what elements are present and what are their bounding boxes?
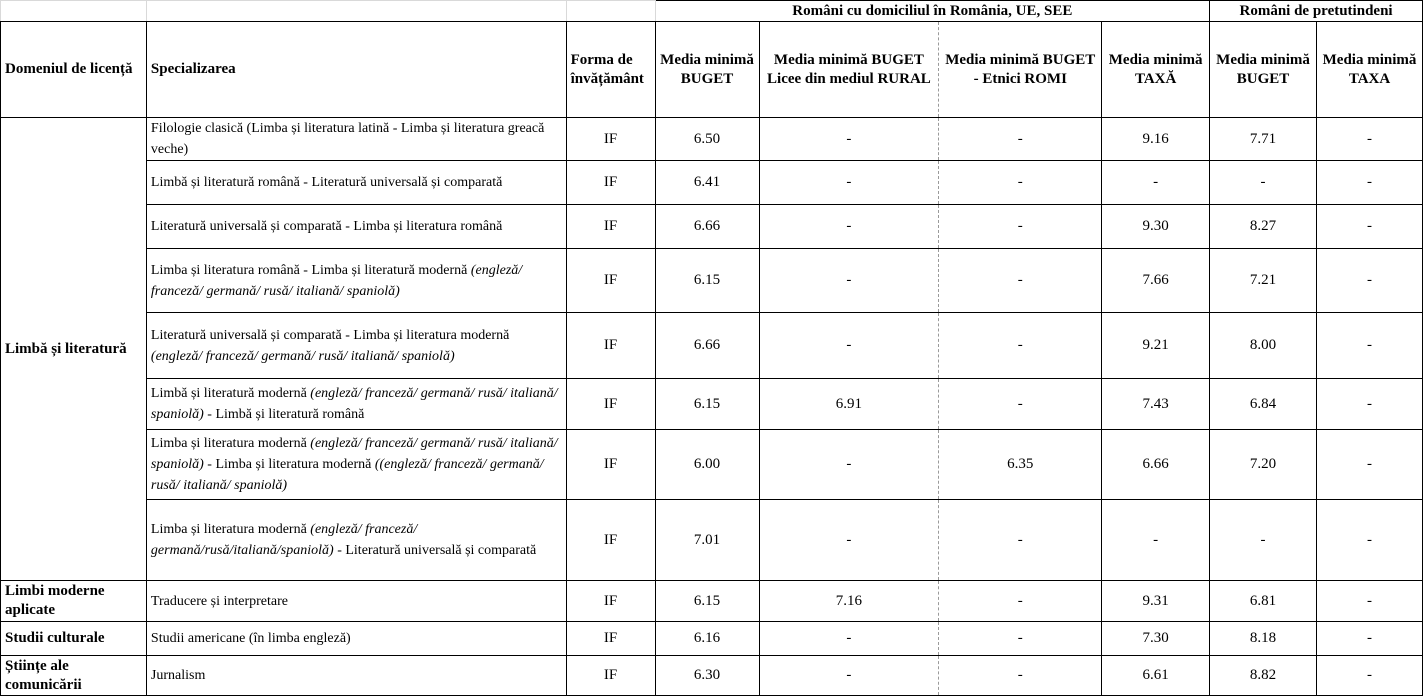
buget-cell: 6.30	[655, 656, 759, 696]
group-header-pretutindeni: Români de pretutindeni	[1210, 1, 1423, 22]
pret-taxa-cell: -	[1317, 656, 1423, 696]
specialization-cell: Limba și literatura modernă (engleză/ franceză/ germană/ rusă/ italiană/ spaniolă) - Limba și literatura modernă ((engleză/ franceză/ germană/ rusă/ italiană/ spaniolă)	[146, 430, 566, 500]
pret-taxa-cell: -	[1317, 500, 1423, 581]
pret-taxa-cell: -	[1317, 581, 1423, 622]
pret-buget-cell: 7.20	[1210, 430, 1317, 500]
col-domeniu: Domeniul de licență	[1, 22, 147, 118]
table-row	[1, 581, 1423, 622]
specialization-cell: Filologie clasică (Limba și literatura latină - Limba și literatura greacă veche)	[146, 118, 566, 161]
specialization-cell: Limbă și literatură modernă (engleză/ franceză/ germană/ rusă/ italiană/ spaniolă) - Limbă și literatură română	[146, 379, 566, 430]
specialization-cell: Limba și literatura modernă (engleză/ franceză/ germană/rusă/italiană/spaniolă) - Literatură universală și comparată	[146, 500, 566, 581]
pret-buget-cell: 6.81	[1210, 581, 1317, 622]
col-buget-rural: Media minimă BUGET Licee din mediul RURAL	[759, 22, 939, 118]
table-row	[1, 161, 1423, 205]
taxa-cell: -	[1102, 161, 1210, 205]
form-cell: IF	[566, 430, 655, 500]
specialization-cell: Limbă și literatură română - Literatură universală și comparată	[146, 161, 566, 205]
col-buget-romi: Media minimă BUGET - Etnici ROMI	[939, 22, 1102, 118]
pret-buget-cell: 8.00	[1210, 313, 1317, 379]
pret-buget-cell: -	[1210, 500, 1317, 581]
romi-cell: 6.35	[939, 430, 1102, 500]
domain-cell: Limbi moderne aplicate	[1, 581, 147, 622]
specialization-cell: Literatură universală și comparată - Limba și literatura modernă (engleză/ franceză/ germană/ rusă/ italiană/ spaniolă)	[146, 313, 566, 379]
form-cell: IF	[566, 500, 655, 581]
romi-cell: -	[939, 581, 1102, 622]
romi-cell: -	[939, 500, 1102, 581]
table-row	[1, 313, 1423, 379]
taxa-cell: -	[1102, 500, 1210, 581]
specialization-cell: Studii americane (în limba engleză)	[146, 622, 566, 656]
romi-cell: -	[939, 379, 1102, 430]
form-cell: IF	[566, 205, 655, 249]
rural-cell: -	[759, 118, 939, 161]
col-buget: Media minimă BUGET	[655, 22, 759, 118]
pret-taxa-cell: -	[1317, 249, 1423, 313]
rural-cell: -	[759, 161, 939, 205]
pret-buget-cell: 8.82	[1210, 656, 1317, 696]
romi-cell: -	[939, 161, 1102, 205]
pret-taxa-cell: -	[1317, 205, 1423, 249]
domain-cell: Limbă și literatură	[1, 118, 147, 581]
specialization-cell: Literatură universală și comparată - Limba și literatura română	[146, 205, 566, 249]
rural-cell: -	[759, 656, 939, 696]
table-row	[1, 379, 1423, 430]
taxa-cell: 9.30	[1102, 205, 1210, 249]
specialization-cell: Jurnalism	[146, 656, 566, 696]
form-cell: IF	[566, 581, 655, 622]
col-specializare: Specializarea	[146, 22, 566, 118]
table-row	[1, 656, 1423, 696]
buget-cell: 6.15	[655, 581, 759, 622]
pret-taxa-cell: -	[1317, 313, 1423, 379]
rural-cell: -	[759, 313, 939, 379]
form-cell: IF	[566, 249, 655, 313]
col-forma: Forma de învățământ	[566, 22, 655, 118]
rural-cell: -	[759, 249, 939, 313]
table-row	[1, 430, 1423, 500]
buget-cell: 6.41	[655, 161, 759, 205]
col-taxa: Media minimă TAXĂ	[1102, 22, 1210, 118]
specialization-cell: Limba și literatura română - Limba și literatură modernă (engleză/ franceză/ germană/ rusă/ italiană/ spaniolă)	[146, 249, 566, 313]
pret-taxa-cell: -	[1317, 622, 1423, 656]
form-cell: IF	[566, 656, 655, 696]
form-cell: IF	[566, 379, 655, 430]
pret-taxa-cell: -	[1317, 379, 1423, 430]
form-cell: IF	[566, 118, 655, 161]
taxa-cell: 7.66	[1102, 249, 1210, 313]
pret-buget-cell: 8.18	[1210, 622, 1317, 656]
taxa-cell: 9.31	[1102, 581, 1210, 622]
table-row	[1, 622, 1423, 656]
domain-cell: Științe ale comunicării	[1, 656, 147, 696]
form-cell: IF	[566, 313, 655, 379]
buget-cell: 6.00	[655, 430, 759, 500]
form-cell: IF	[566, 161, 655, 205]
table-row	[1, 205, 1423, 249]
buget-cell: 6.15	[655, 249, 759, 313]
domain-cell: Studii culturale	[1, 622, 147, 656]
table-row	[1, 500, 1423, 581]
rural-cell: -	[759, 205, 939, 249]
group-header-romania: Români cu domiciliul în România, UE, SEE	[655, 1, 1210, 22]
romi-cell: -	[939, 118, 1102, 161]
rural-cell: 7.16	[759, 581, 939, 622]
rural-cell: 6.91	[759, 379, 939, 430]
taxa-cell: 6.61	[1102, 656, 1210, 696]
romi-cell: -	[939, 622, 1102, 656]
buget-cell: 7.01	[655, 500, 759, 581]
group-header-row	[1, 1, 1423, 22]
pret-taxa-cell: -	[1317, 430, 1423, 500]
rural-cell: -	[759, 430, 939, 500]
pret-buget-cell: 7.71	[1210, 118, 1317, 161]
buget-cell: 6.50	[655, 118, 759, 161]
column-header-row	[1, 22, 1423, 118]
taxa-cell: 7.30	[1102, 622, 1210, 656]
form-cell: IF	[566, 622, 655, 656]
col-pret-buget: Media minimă BUGET	[1210, 22, 1317, 118]
specialization-cell: Traducere și interpretare	[146, 581, 566, 622]
romi-cell: -	[939, 656, 1102, 696]
romi-cell: -	[939, 313, 1102, 379]
buget-cell: 6.66	[655, 205, 759, 249]
table-row	[1, 249, 1423, 313]
romi-cell: -	[939, 249, 1102, 313]
buget-cell: 6.16	[655, 622, 759, 656]
pret-taxa-cell: -	[1317, 118, 1423, 161]
taxa-cell: 9.21	[1102, 313, 1210, 379]
pret-buget-cell: 7.21	[1210, 249, 1317, 313]
rural-cell: -	[759, 622, 939, 656]
rural-cell: -	[759, 500, 939, 581]
pret-taxa-cell: -	[1317, 161, 1423, 205]
pret-buget-cell: 6.84	[1210, 379, 1317, 430]
taxa-cell: 9.16	[1102, 118, 1210, 161]
buget-cell: 6.66	[655, 313, 759, 379]
taxa-cell: 7.43	[1102, 379, 1210, 430]
pret-buget-cell: -	[1210, 161, 1317, 205]
buget-cell: 6.15	[655, 379, 759, 430]
col-pret-taxa: Media minimă TAXA	[1317, 22, 1423, 118]
romi-cell: -	[939, 205, 1102, 249]
taxa-cell: 6.66	[1102, 430, 1210, 500]
table-row	[1, 118, 1423, 161]
pret-buget-cell: 8.27	[1210, 205, 1317, 249]
